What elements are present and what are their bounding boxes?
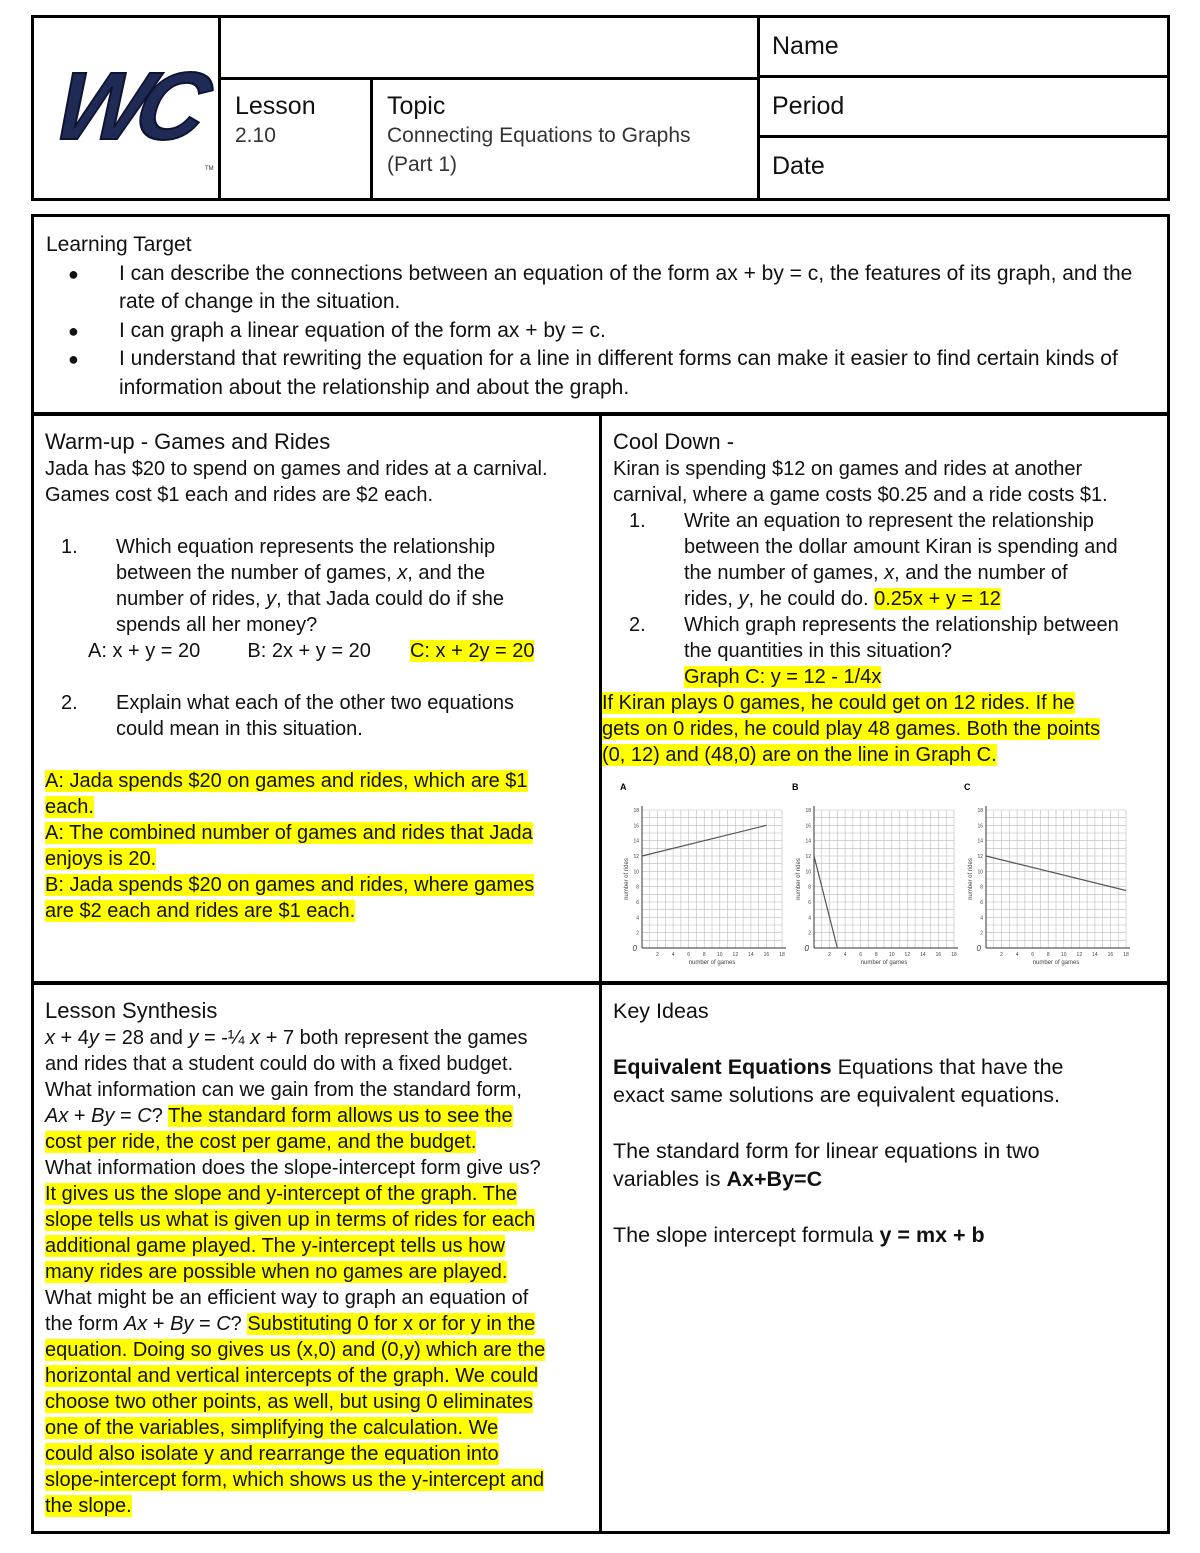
synthesis-line: cost per ride, the cost per game, and the budget. [45, 1131, 477, 1153]
question-text: rides, y, he could do. 0.25x + y = 12 [684, 588, 1001, 610]
slope-formula: y = mx + b [879, 1223, 985, 1247]
synthesis-line: horizontal and vertical intercepts of the graph. We could [45, 1365, 539, 1387]
equivalent-equations-definition: Equivalent Equations Equations that have the [613, 1055, 1064, 1079]
origin-label: 0 [976, 944, 981, 953]
y-tick-label: 16 [805, 823, 811, 830]
synthesis-line: x + 4y = 28 and y = -¼ x + 7 both represent the games [45, 1027, 528, 1049]
question-number: 1. [61, 536, 78, 558]
header-blank-cell [221, 18, 760, 80]
learning-target-title: Learning Target [46, 233, 192, 256]
x-tick-label: 8 [1046, 952, 1050, 958]
synthesis-title: Lesson Synthesis [45, 998, 218, 1023]
y-tick-label: 16 [633, 823, 639, 830]
y-tick-label: 8 [636, 884, 639, 891]
synthesis-box [31, 982, 602, 1534]
x-axis-label: number of games [688, 960, 736, 966]
choice-b: B: 2x + y = 20 [247, 640, 371, 662]
x-tick-label: 6 [687, 952, 691, 958]
learning-target-item: ● I understand that rewriting the equation for a line in different forms can make it easier to find certain kinds of information about the relationship and about the graph. [46, 345, 1155, 402]
y-axis-label: number of rides [796, 858, 802, 900]
cooldown-question-2 [613, 612, 1157, 690]
question-text: between the dollar amount Kiran is spending and [684, 536, 1118, 558]
cooldown-explanation [602, 690, 1157, 768]
synthesis-line: What might be an efficient way to graph an equation of [45, 1287, 529, 1309]
term: Equivalent Equations [613, 1055, 832, 1079]
x-tick-label: 4 [671, 952, 675, 958]
y-tick-label: 2 [980, 930, 983, 937]
choice-c-highlighted: C: x + 2y = 20 [409, 640, 535, 662]
graph-a [620, 782, 786, 966]
question-number: 2. [629, 614, 646, 636]
key-ideas-title: Key Ideas [613, 999, 709, 1023]
question-text: between the number of games, x, and the [116, 562, 486, 584]
answer-line: each. [45, 796, 94, 818]
cooldown-box [599, 413, 1170, 984]
synthesis-line: slope tells us what is given up in terms of rides for each [45, 1209, 536, 1231]
y-tick-label: 4 [980, 915, 983, 922]
synthesis-line: the slope. [45, 1495, 132, 1517]
y-axis-label: number of rides [968, 858, 974, 900]
graph-title: C [964, 782, 971, 792]
y-tick-label: 14 [633, 838, 639, 845]
graphs-abc [612, 778, 1160, 968]
x-tick-label: 2 [828, 952, 831, 958]
x-axis-label: number of games [860, 960, 908, 966]
y-tick-label: 8 [808, 884, 811, 891]
student-info-cells [760, 18, 1167, 198]
topic-label: Topic [387, 92, 446, 120]
topic-line-1: Connecting Equations to Graphs [387, 124, 691, 147]
y-axis-label: number of rides [624, 858, 630, 900]
name-field[interactable]: Name [760, 18, 1167, 78]
warmup-question-2 [45, 690, 589, 742]
standard-formula: Ax+By=C [726, 1167, 823, 1191]
svg-text:TM: TM [205, 166, 214, 172]
standard-form-text: variables is Ax+By=C [613, 1167, 823, 1191]
answer-line: A: The combined number of games and rides that Jada [45, 822, 533, 844]
date-field[interactable]: Date [772, 152, 825, 180]
x-tick-label: 14 [920, 952, 926, 958]
y-tick-label: 4 [808, 915, 811, 922]
x-tick-label: 18 [779, 952, 785, 958]
wc-logo-icon [34, 18, 221, 198]
standard-form-text: The standard form for linear equations in two [613, 1139, 1040, 1163]
y-tick-label: 6 [808, 900, 811, 906]
synthesis-line: and rides that a student could do with a fixed budget. [45, 1053, 514, 1075]
question-text: Which graph represents the relationship between [684, 614, 1119, 636]
warmup-intro: Games cost $1 each and rides are $2 each. [45, 484, 434, 506]
question-text: Which equation represents the relationship [116, 536, 496, 558]
x-tick-label: 16 [935, 952, 942, 958]
synthesis-line: choose two other points, as well, but using 0 eliminates [45, 1391, 534, 1413]
x-tick-label: 2 [1000, 952, 1003, 958]
graph-c [964, 782, 1130, 966]
topic-cell [373, 80, 760, 198]
y-tick-label: 12 [633, 854, 639, 860]
logo-text: WC [44, 52, 212, 160]
x-tick-label: 12 [1076, 952, 1083, 958]
cooldown-intro: carnival, where a game costs $0.25 and a ride costs $1. [613, 484, 1108, 506]
answer-line: are $2 each and rides are $1 each. [45, 900, 356, 922]
y-tick-label: 8 [980, 884, 983, 891]
x-tick-label: 10 [716, 952, 723, 958]
y-tick-label: 14 [977, 838, 983, 845]
lesson-label: Lesson [235, 92, 316, 120]
question-number: 2. [61, 692, 78, 714]
x-tick-label: 18 [1123, 952, 1129, 958]
synthesis-line: one of the variables, simplifying the calculation. We [45, 1417, 499, 1439]
synthesis-line: equation. Doing so gives us (x,0) and (0,y) which are the [45, 1339, 546, 1361]
equation-answer: 0.25x + y = 12 [874, 588, 1001, 610]
answer-line: B: Jada spends $20 on games and rides, where games [45, 874, 535, 896]
question-text: the quantities in this situation? [684, 640, 952, 662]
explanation-line: (0, 12) and (48,0) are on the line in Graph C. [602, 744, 997, 766]
y-tick-label: 10 [977, 869, 983, 876]
x-tick-label: 10 [888, 952, 895, 958]
y-tick-label: 12 [977, 854, 983, 860]
logo-cell [34, 18, 221, 198]
warmup-question-1 [45, 534, 589, 638]
y-tick-label: 10 [805, 869, 811, 876]
x-tick-label: 12 [904, 952, 911, 958]
synthesis-line: the form Ax + By = C? Substituting 0 for x or for y in the [45, 1313, 536, 1335]
cooldown-question-1 [613, 508, 1157, 612]
x-tick-label: 10 [1060, 952, 1067, 958]
y-tick-label: 2 [636, 930, 639, 937]
x-tick-label: 6 [859, 952, 863, 958]
y-tick-label: 18 [633, 808, 639, 814]
graph-b [792, 782, 958, 966]
x-axis-label: number of games [1032, 960, 1080, 966]
period-field[interactable]: Period [760, 78, 1167, 138]
warmup-intro: Jada has $20 to spend on games and rides at a carnival. [45, 458, 548, 480]
x-tick-label: 4 [843, 952, 847, 958]
warmup-answers [45, 768, 589, 924]
synthesis-line: What information can we gain from the standard form, [45, 1079, 522, 1101]
x-tick-label: 14 [748, 952, 754, 958]
synthesis-line: slope-intercept form, which shows us the y-intercept and [45, 1469, 545, 1491]
slope-intercept-text: The slope intercept formula y = mx + b [613, 1223, 985, 1247]
lesson-number: 2.10 [235, 124, 276, 147]
graph-title: B [792, 782, 799, 792]
topic-line-2: (Part 1) [387, 153, 458, 176]
synthesis-line: What information does the slope-intercept form give us? [45, 1157, 541, 1179]
y-tick-label: 10 [633, 869, 639, 876]
learning-target-box [31, 214, 1170, 415]
y-tick-label: 2 [808, 930, 811, 937]
question-text: Write an equation to represent the relationship [684, 510, 1094, 532]
y-tick-label: 14 [805, 838, 811, 845]
x-tick-label: 12 [732, 952, 739, 958]
y-tick-label: 6 [636, 900, 639, 906]
synthesis-line: It gives us the slope and y-intercept of the graph. The [45, 1183, 518, 1205]
y-tick-label: 4 [636, 915, 639, 922]
x-tick-label: 14 [1092, 952, 1098, 958]
y-tick-label: 18 [805, 808, 811, 814]
question-text: could mean in this situation. [116, 718, 363, 740]
graph-answer: Graph C: y = 12 - 1/4x [684, 666, 882, 688]
question-text: the number of games, x, and the number of [684, 562, 1068, 584]
y-tick-label: 18 [977, 808, 983, 814]
x-tick-label: 16 [763, 952, 770, 958]
key-ideas-box [599, 982, 1170, 1534]
synthesis-line: Ax + By = C? The standard form allows us to see the [45, 1105, 513, 1127]
definition-text: exact same solutions are equivalent equations. [613, 1083, 1060, 1107]
x-tick-label: 2 [656, 952, 659, 958]
warmup-box [31, 413, 602, 984]
cooldown-title: Cool Down - [613, 429, 735, 454]
answer-line: enjoys is 20. [45, 848, 157, 870]
origin-label: 0 [632, 944, 637, 953]
x-tick-label: 6 [1031, 952, 1035, 958]
synthesis-body [45, 1025, 589, 1519]
synthesis-line: additional game played. The y-intercept tells us how [45, 1235, 505, 1257]
question-number: 1. [629, 510, 646, 532]
x-tick-label: 8 [702, 952, 706, 958]
answer-line: A: Jada spends $20 on games and rides, which are $1 [45, 770, 528, 792]
origin-label: 0 [804, 944, 809, 953]
answer-choices [45, 638, 589, 664]
lesson-cell [221, 80, 373, 198]
x-tick-label: 8 [874, 952, 878, 958]
explanation-line: gets on 0 rides, he could play 48 games. Both the points [602, 718, 1101, 740]
x-tick-label: 4 [1015, 952, 1019, 958]
learning-target-item: ● I can graph a linear equation of the form ax + by = c. [46, 317, 1155, 346]
header-table [31, 15, 1170, 201]
synthesis-line: could also isolate y and rearrange the equation into [45, 1443, 499, 1465]
explanation-line: If Kiran plays 0 games, he could get on 12 rides. If he [602, 692, 1075, 714]
y-tick-label: 6 [980, 900, 983, 906]
x-tick-label: 18 [951, 952, 957, 958]
x-tick-label: 16 [1107, 952, 1114, 958]
graph-title: A [620, 782, 627, 792]
warmup-title: Warm-up - Games and Rides [45, 429, 331, 454]
learning-target-item: ● I can describe the connections between an equation of the form ax + by = c, the features of its graph, and the rate of change in the situation. [46, 260, 1155, 317]
choice-a: A: x + y = 20 [88, 640, 201, 662]
learning-target-list [46, 260, 1155, 403]
question-text: number of rides, y, that Jada could do if she [116, 588, 505, 610]
cooldown-intro: Kiran is spending $12 on games and rides at another [613, 458, 1083, 480]
question-text: Explain what each of the other two equations [116, 692, 515, 714]
y-tick-label: 16 [977, 823, 983, 830]
question-text: spends all her money? [116, 614, 318, 636]
y-tick-label: 12 [805, 854, 811, 860]
synthesis-line: many rides are possible when no games are played. [45, 1261, 508, 1283]
